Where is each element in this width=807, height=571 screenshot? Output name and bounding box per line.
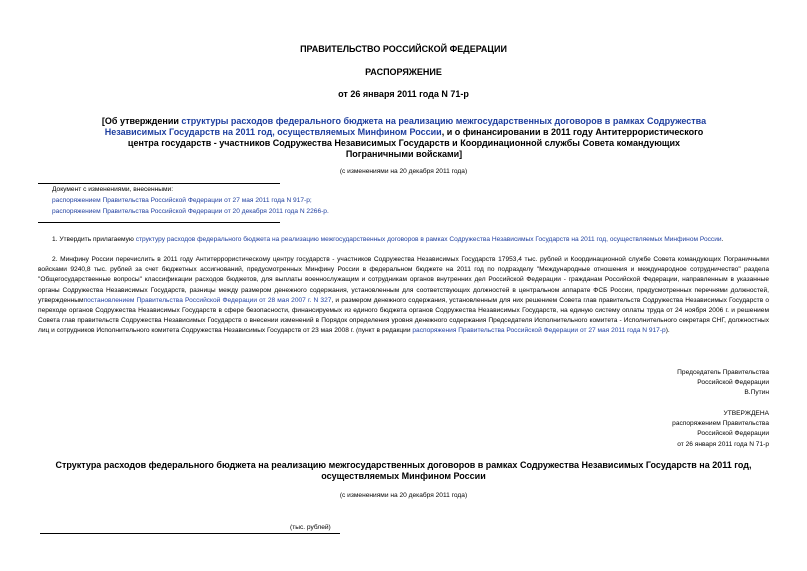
signature-name: В.Путин [744, 389, 769, 397]
p1-end: . [721, 236, 724, 243]
document-type: РАСПОРЯЖЕНИЕ [365, 67, 442, 77]
title-rest: , и о финансировании в 2011 году Антитеррористического центра государств - участников Содружества Независимых Государств и Координационной службы Совета командующих Пограничными войсками] [127, 127, 704, 159]
government-heading: ПРАВИТЕЛЬСТВО РОССИЙСКОЙ ФЕДЕРАЦИИ [300, 44, 507, 54]
divider-top [38, 183, 280, 184]
amendment-link-2266[interactable]: распоряжением Правительства Российской Федерации от 20 декабря 2011 года N 2266-р. [52, 208, 329, 215]
approved-block [560, 409, 769, 450]
paragraph-1 [38, 235, 769, 245]
document-date-number: от 26 января 2011 года N 71-р [338, 89, 469, 99]
approved-line-4: от 26 января 2011 года N 71-р [677, 440, 769, 448]
units-label: (тыс. рублей) [290, 524, 331, 531]
p1-structure-link[interactable]: структуру расходов федерального бюджета на реализацию межгосударственных договоров в рамках Содружества Независимых Государств на 2011 год, осуществляемых Минфином России [135, 236, 722, 243]
divider-bottom [38, 222, 280, 223]
p1-start: 1. Утвердить прилагаемую [52, 236, 136, 243]
signature-line-1: Председатель Правительства [677, 369, 769, 376]
paragraph-2 [38, 255, 769, 337]
p2-decree-327-link[interactable]: постановлением Правительства Российской Федерации от 28 мая 2007 г. N 327 [83, 296, 332, 304]
structure-changes-note: (с изменениями на 20 декабря 2011 года) [339, 492, 468, 499]
signature-line-2: Российской Федерации [697, 379, 769, 387]
p2-order-917-link[interactable]: распоряжения Правительства Российской Федерации от 27 мая 2011 года N 917-р [412, 327, 666, 335]
amendment-link-917[interactable]: распоряжением Правительства Российской Федерации от 27 мая 2011 года N 917-р; [52, 197, 312, 204]
title-structure-link[interactable]: структуры расходов федерального бюджета на реализацию межгосударственных договоров в рамках Содружества Независимых Государств на 2011 год, осуществляемых Минфином России [104, 116, 707, 137]
approved-line-1: УТВЕРЖДЕНА [723, 410, 769, 417]
document-title [100, 116, 708, 160]
p2-mid: , и размером денежного содержания, установленным для них решением Совета глав правительств Содружества Независимых Государств о переходе органов Содружества Независимых Государств в сфере безопасности, финансируемых из единого бюджета органов Содружества Независимых Государств, на единую систему оплаты труда от 24 ноября 2006 г. и решением Совета глав правительств Содружества Независимых Государств о внесении изменений в Порядок определения уровня денежного содержания Председателя Исполнительного комитета - Исполнительного секретаря СНГ, должностных лиц и сотрудников Исполнительного комитета Содружества Независимых Государств от 23 мая 2008 г. (пункт в редакции [38, 296, 769, 335]
approved-line-3: Российской Федерации [697, 430, 769, 438]
amendments-heading: Документ с изменениями, внесенными: [52, 186, 174, 193]
table-top-rule [40, 533, 340, 534]
approved-line-2: распоряжением Правительства [672, 420, 769, 428]
structure-title: Структура расходов федерального бюджета на реализацию межгосударственных договоров в рамках Содружества Независимых Государств на 2011 год, осуществляемых Минфином России [55, 460, 752, 481]
changes-note: (с изменениями на 20 декабря 2011 года) [339, 168, 468, 175]
p2-start: 2. Минфину России перечислить в 2011 году Антитеррористическому центру государств - участников Содружества Независимых Государств 17953,4 тыс. рублей и Координационной службе Совета командующих Пограничными войсками 9240,8 тыс. рублей за счет бюджетных ассигнований, предусмотренных Минфину России в федеральном бюджете на 2011 год по подразделу "Международные отношения и международное сотрудничество" раздела "Общегосударственные вопросы" классификации расходов бюджетов, для выплаты военнослужащим и сотрудникам органов внутренних дел Российской Федерации - гражданам Российской Федерации, направленным в указанные органы Содружества Независимых Государств, разницы между размером денежного содержания, установленным для соответствующих должностей в центральном аппарате ФСБ России, предусмотренных перечнями должностей, утвержденным [38, 256, 769, 304]
title-open: [Об утверждении [101, 116, 182, 126]
signature-block [560, 368, 769, 399]
p2-end: ). [665, 327, 670, 335]
